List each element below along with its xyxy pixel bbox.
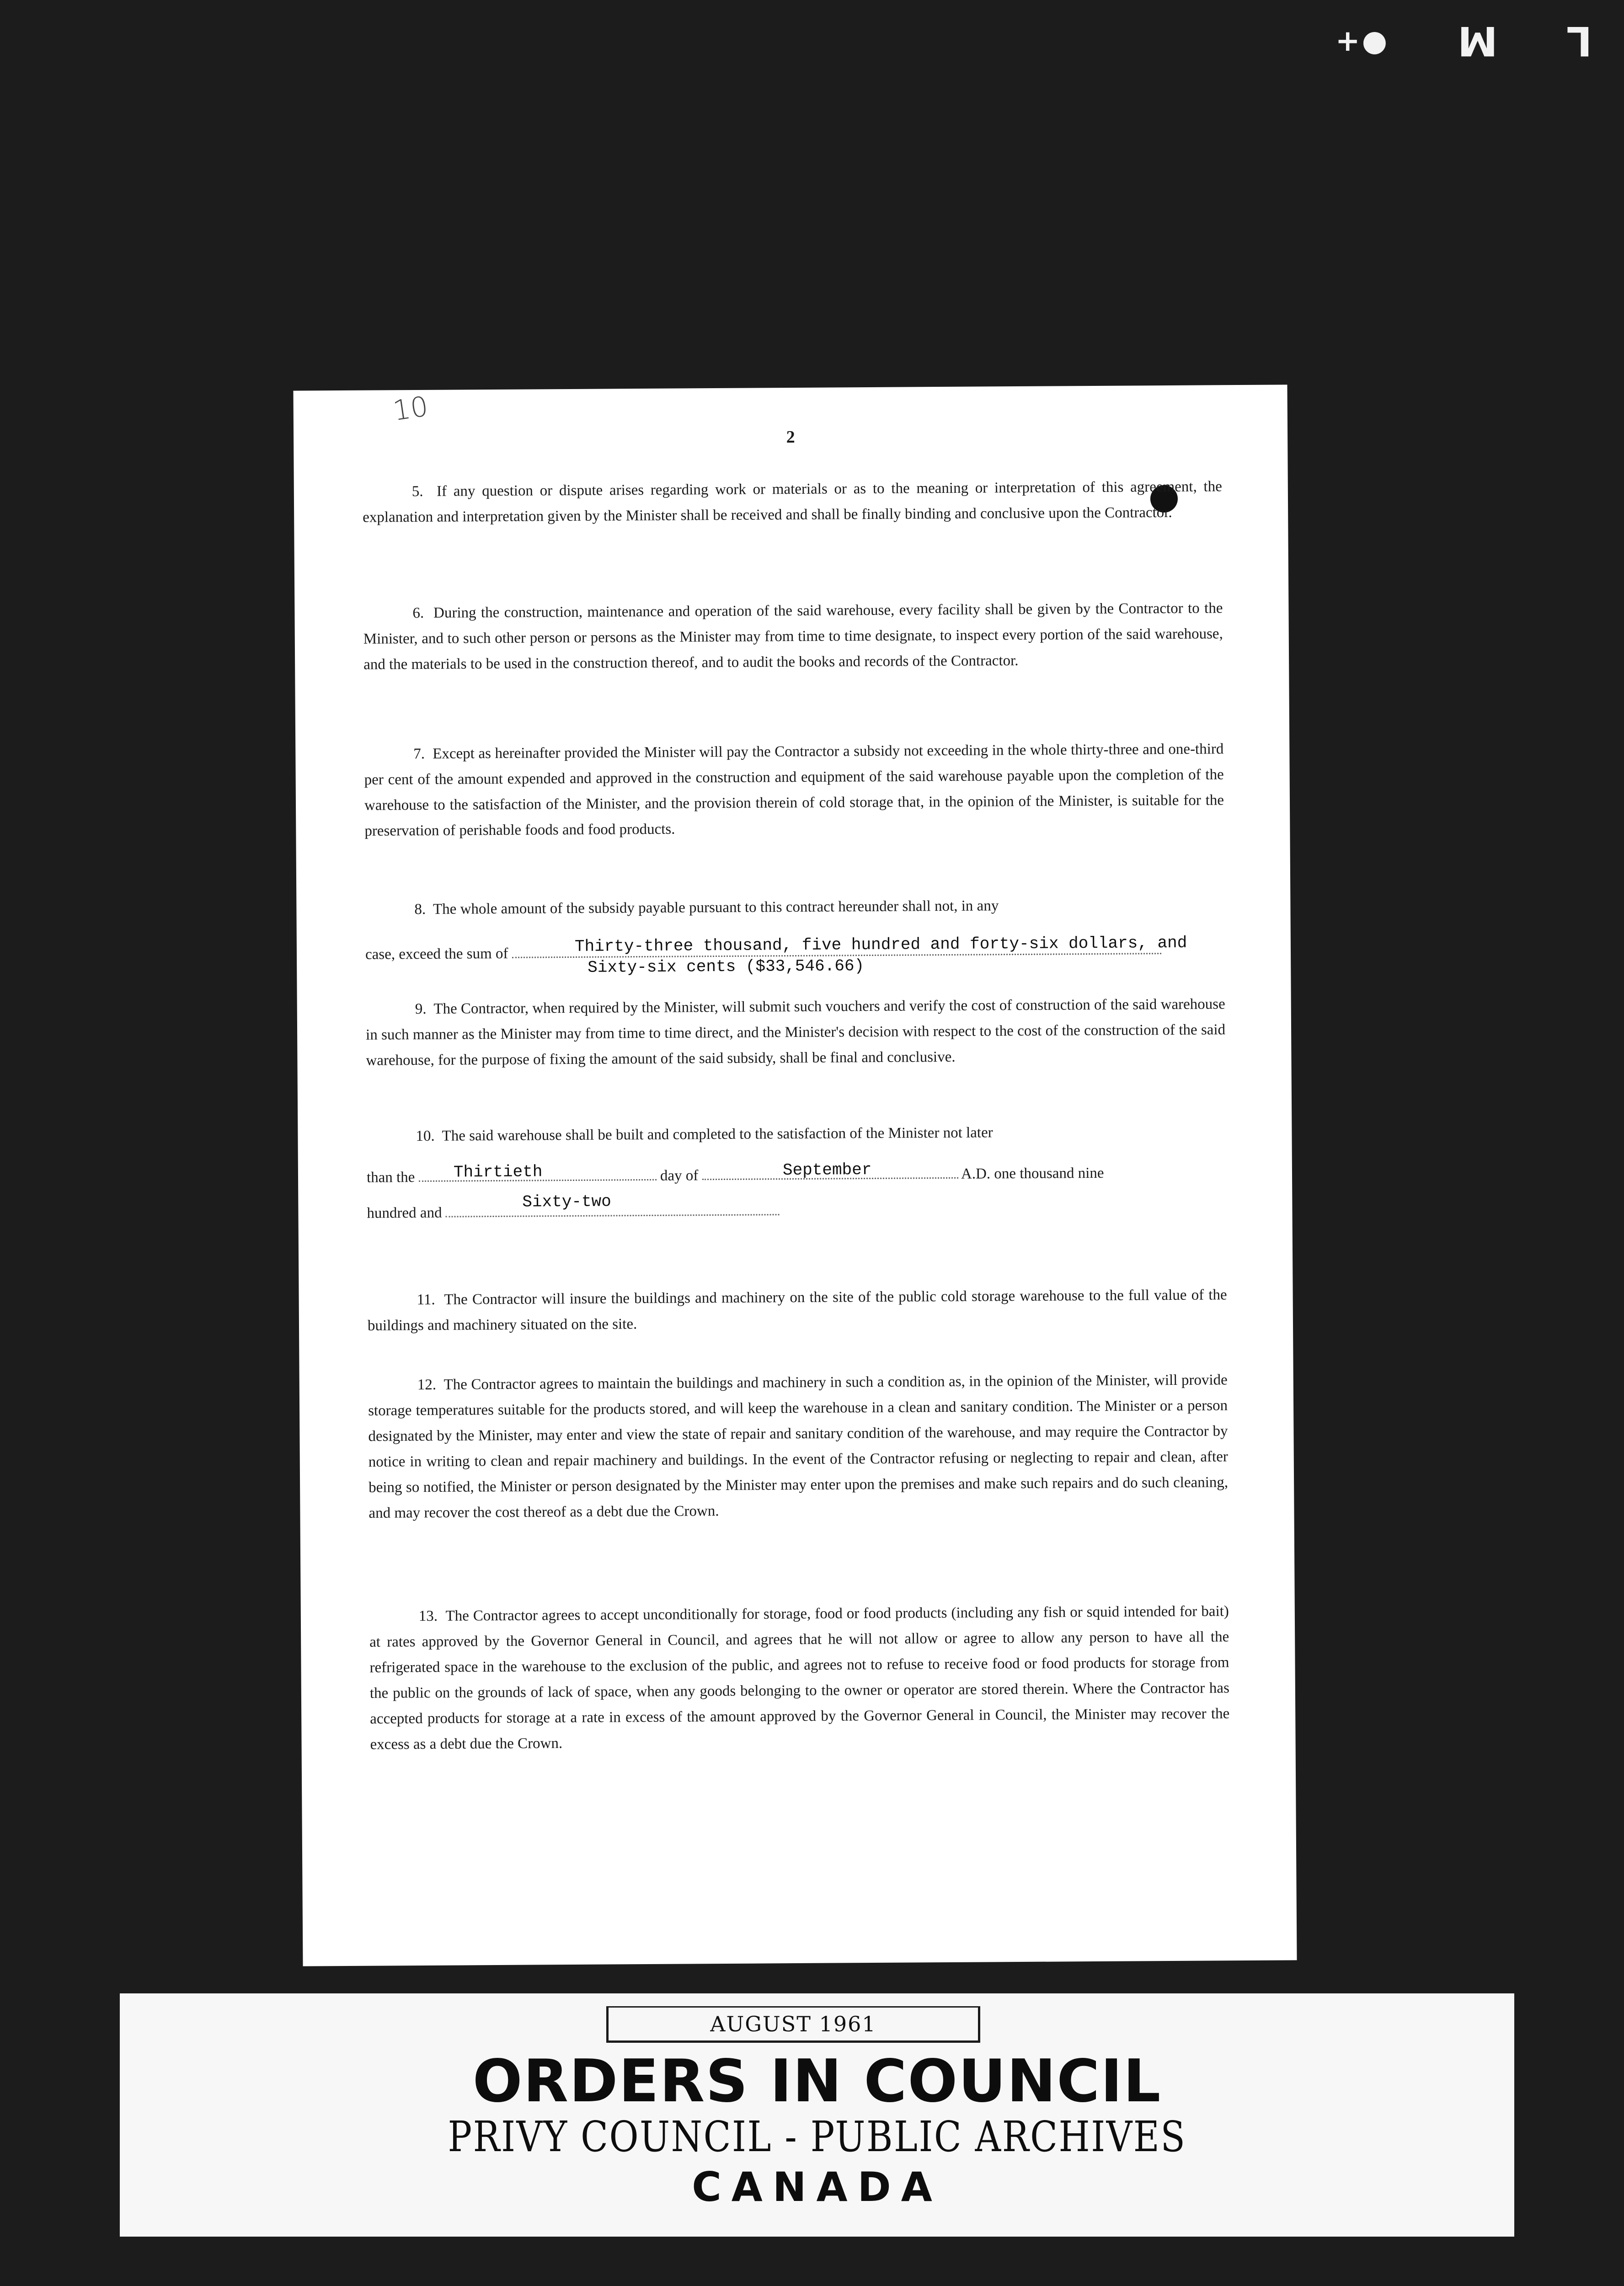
archive-date-box: AUGUST 1961	[606, 2006, 980, 2043]
clause-number: 6.	[412, 604, 424, 622]
clause-number: 5.	[411, 483, 423, 500]
clause-5	[363, 474, 1223, 530]
typed-sum-line-1: Thirty-three thousand, five hundred and forty-six dollars, and	[574, 933, 1187, 956]
clause-text: If any question or dispute arises regarding work or materials or as to the meaning or interpretation of this agreement, the explanation and interpretation given by the Minister shall be received and shall be finally binding and conclusive upon the Contractor.	[363, 478, 1222, 526]
typed-year: Sixty-two	[522, 1192, 611, 1212]
clause-text: The Contractor agrees to accept unconditionally for storage, food or food products (including any fish or squid intended for bait) at rates approved by the Governor General in Council, and agrees that he will not allow or agree to allow any person to have all the refrigerated space in the warehouse to the exclusion of the public, and agrees not to refuse to receive food or food products for storage from the public on the grounds of lack of space, when any goods belonging to the owner or operator are stored therein. Where the Contractor has accepted products for storage at a rate in excess of the amount approved by the Governor General in Council, the Minister may recover the excess as a debt due the Crown.	[369, 1603, 1230, 1753]
archive-country: CANADA	[692, 2163, 942, 2211]
clause-number: 13.	[418, 1608, 438, 1625]
ad-label: A.D. one thousand nine	[961, 1164, 1104, 1182]
clause-text: The Contractor will insure the buildings and machinery on the site of the public cold storage warehouse to the full value of the buildings and machinery situated on the site.	[367, 1287, 1227, 1334]
typed-sum-line-2: Sixty-six cents ($33,546.66)	[588, 956, 865, 977]
clause-number: 12.	[417, 1376, 437, 1394]
page-number: 2	[786, 427, 795, 447]
clause-6	[363, 595, 1223, 677]
clause-text: The Contractor agrees to maintain the buildings and machinery in such a condition as, in the opinion of the Minister, will provide storage temperatures suitable for the products stored, and will keep the warehouse in a clean and sanitary condition. The Minister or a person designated by the Minister, may enter and view the state of repair and sanitary condition of the warehouse, and may require the Contractor by notice in writing to clean and repair machinery and buildings. In the event of the Contractor refusing or neglecting to repair and clean, after being so notified, the Minister or person designated by the Minister may enter upon the premises and make such repairs and do such cleaning, and may recover the cost thereof as a debt due the Crown.	[368, 1372, 1229, 1522]
typed-month: September	[782, 1160, 872, 1180]
clause-11	[367, 1282, 1227, 1338]
clause-8	[365, 892, 1224, 922]
year-fill-line	[367, 1192, 870, 1226]
archive-label-strip	[120, 1993, 1514, 2237]
date-fill-line	[367, 1159, 1235, 1191]
sum-fill-line	[365, 933, 1234, 977]
clause-number: 9.	[415, 1000, 427, 1018]
clause-text: The said warehouse shall be built and completed to the satisfaction of the Minister not later	[442, 1124, 993, 1144]
document-page	[293, 385, 1297, 1966]
clause-text: During the construction, maintenance and operation of the said warehouse, every facility shall be given by the Contractor to the Minister, and to such other person or persons as the Minister may from time to time designate, to inspect every portion of the said warehouse, and the materials to be used in the construction thereof, and to audit the books and records of the Contractor.	[363, 600, 1223, 673]
l-mark: L	[1566, 17, 1592, 64]
clause-text: The whole amount of the subsidy payable pursuant to this contract hereunder shall not, in any	[433, 897, 999, 918]
clause-text: The Contractor, when required by the Minister, will submit such vouchers and verify the cost of construction of the said warehouse in such manner as the Minister may from time to time direct, and the Minister's decision with respect to the cost of the construction of the said warehouse, for the purpose of fixing the amount of the said subsidy, shall be final and conclusive.	[365, 996, 1226, 1069]
hundred-and-label: hundred and	[367, 1204, 442, 1222]
clause-number: 10.	[416, 1127, 435, 1145]
clause-9	[366, 991, 1226, 1073]
clause-12	[368, 1367, 1229, 1526]
clause-10	[366, 1118, 1226, 1149]
year-dotted-line	[446, 1200, 780, 1217]
than-the-label: than the	[366, 1169, 415, 1186]
archive-title: ORDERS IN COUNCIL	[472, 2047, 1162, 2115]
clause-number: 7.	[413, 745, 425, 763]
clause-number: 8.	[414, 901, 426, 918]
typed-day: Thirtieth	[453, 1162, 543, 1182]
sum-prefix: case, exceed the sum of	[365, 945, 508, 963]
day-of-label: day of	[660, 1167, 699, 1184]
clause-13	[369, 1598, 1230, 1757]
clause-7	[364, 736, 1224, 844]
clause-text: Except as hereinafter provided the Minister will pay the Contractor a subsidy not exceeding in the whole thirty-three and one-third per cent of the amount expended and approved in the construction and equipment of the said warehouse payable upon the completion of the warehouse to the satisfaction of the Minister, and the provision therein of cold storage that, in the opinion of the Minister, is suitable for the preservation of perishable foods and food products.	[364, 741, 1224, 839]
film-frame-marks	[1336, 17, 1592, 64]
archive-subtitle: PRIVY COUNCIL - PUBLIC ARCHIVES	[448, 2112, 1186, 2161]
plus-dot-mark: +●	[1335, 24, 1389, 58]
clause-number: 11.	[417, 1291, 435, 1309]
pencil-page-number: 10	[391, 390, 430, 427]
m-mark: M	[1458, 17, 1498, 64]
